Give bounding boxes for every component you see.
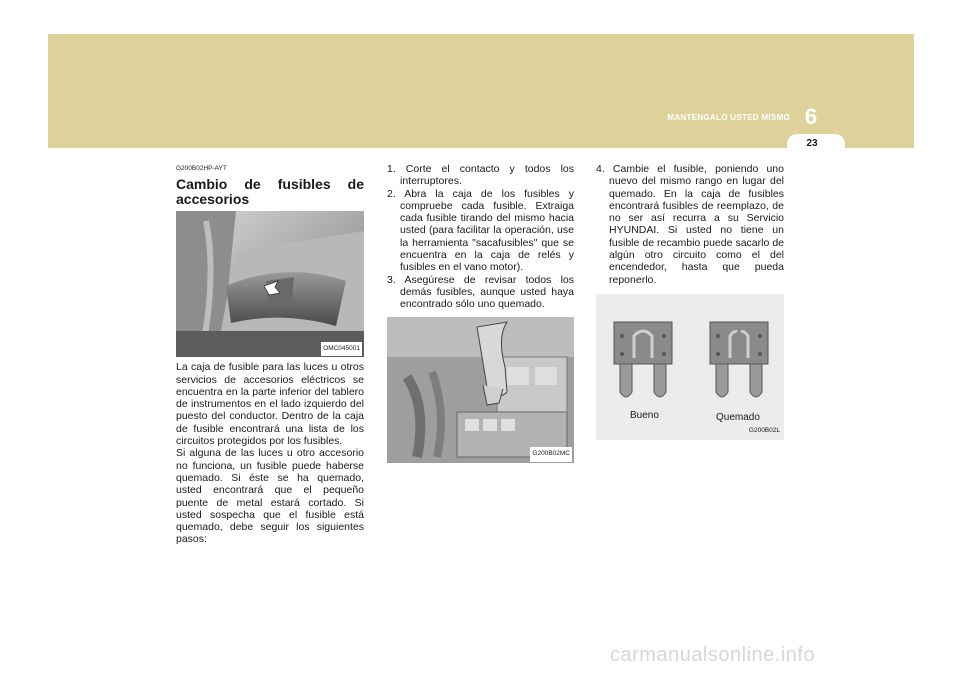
page-number: 23: [806, 138, 818, 149]
photo-caption: OMC045001: [321, 342, 362, 356]
steps-list: [387, 163, 574, 311]
step-3: 3. Asegúrese de revisar todos los demás fusibles, aunque usted haya encontrado sólo uno quemado.: [387, 273, 574, 311]
fuse-comparison-figure: [596, 294, 784, 440]
good-fuse-icon: [614, 322, 672, 397]
step-2: 2. Abra la caja de los fusibles y compruebe cada fusible. Extraiga cada fusible tirando del mismo hacia usted (para facilitar la operación, use la herramienta "sacafusibles" que se encuentra en la caja de relés y fusibles en el vano motor).: [387, 187, 574, 274]
fuse-removal-illustration: [387, 317, 574, 463]
blown-fuse-icon: [710, 322, 768, 397]
column-2: [387, 163, 574, 463]
column-1: [176, 163, 364, 546]
section-code: G200B02HP-AYT: [176, 165, 227, 172]
figure-caption: G200B02L: [748, 426, 780, 434]
watermark: carmanualsonline.info: [610, 644, 816, 666]
fuse-removal-photo: [387, 317, 574, 463]
section-heading: Cambio de fusibles de accesorios: [176, 176, 364, 208]
blown-fuse-label: Quemado: [716, 411, 760, 423]
intro-paragraph: La caja de fusible para las luces u otros servicios de accesorios eléctricos se encuentra en la parte inferior del tablero de instrumentos en el lado izquierdo del puesto del conductor. Dentro de la caja de fusible encontrará una lista de los circuitos protegidos por los fusibles.: [176, 361, 364, 448]
chapter-number: 6: [804, 104, 818, 129]
steps-list-continued: [596, 163, 784, 286]
warning-paragraph: Si alguna de las luces u otro accesorio no funciona, un fusible puede haberse quemado. Si éste se ha quemado, usted encontrará que el pequeño puente de metal estará cortado. Si usted sospecha que el fusible está quemado, debe seguir los siguientes pasos:: [176, 447, 364, 546]
good-fuse-label: Bueno: [630, 409, 659, 421]
section-title: MANTENGALO USTED MISMO: [667, 113, 790, 122]
header-band: [48, 34, 914, 148]
column-3: [596, 163, 784, 440]
step-4: 4. Cambie el fusible, poniendo uno nuevo del mismo rango en lugar del quemado. En la caja de fusibles encontrará fusibles de reemplazo, de no ser así recurra a su Servicio HYUNDAI. Si usted no tiene un fusible de recambio puede sacarlo de algún otro circuito como el del encendedor, hasta que pueda reponerlo.: [596, 163, 784, 286]
dashboard-fuse-box-photo: [176, 211, 364, 357]
step-1: 1. Corte el contacto y todos los interruptores.: [387, 163, 574, 188]
photo-caption: G200B02MC: [530, 447, 572, 461]
dashboard-photo-illustration: [176, 211, 364, 357]
